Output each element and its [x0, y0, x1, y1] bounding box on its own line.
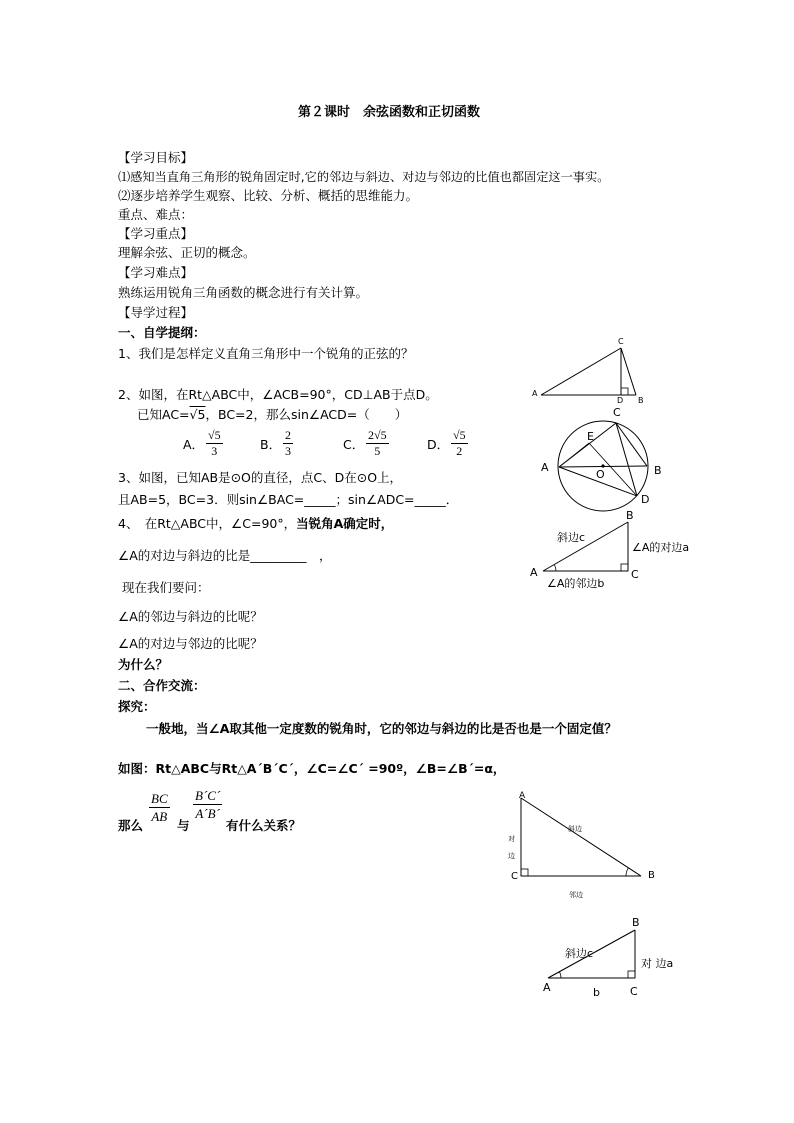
q4-emphasis: 当锐角A确定时， — [296, 516, 394, 531]
fig2-label-d: D — [641, 493, 650, 506]
question-4-line-3: 现在我们要问： — [122, 580, 210, 595]
fig1-label-a: A — [532, 389, 538, 398]
question-4-line-4: ∠A的邻边与斜边的比呢？ — [118, 609, 263, 624]
fig3-label-a: A — [530, 566, 538, 579]
fig5-label-a: A — [543, 981, 551, 994]
choice-d-numerator: √5 — [453, 428, 466, 442]
question-4-line-1 — [118, 516, 393, 532]
section-2-heading: 二、合作交流： — [118, 678, 206, 693]
fraction-1-numerator: BC — [151, 791, 168, 806]
choice-a-fraction — [206, 429, 223, 458]
question-3-line-2: 且AB=5，BC=3．则sin∠BAC=_____；sin∠ADC=_____． — [118, 492, 459, 507]
fig2-label-c: C — [613, 406, 621, 419]
fig4-label-c: C — [511, 871, 518, 882]
choice-a-denominator: 3 — [211, 444, 218, 458]
fig5-adjacent-label: b — [593, 986, 600, 999]
fig4-label-a: A — [519, 791, 526, 801]
q2-given-bc: ，BC=2，那么sin∠ACD=（ ） — [205, 407, 408, 422]
difficult-text: 熟练运用锐角三角函数的概念进行有关计算。 — [118, 285, 369, 300]
fig5-hypotenuse-label: 斜边c — [565, 947, 594, 960]
question-3-line-1: 3、如图，已知AB是⊙O的直径，点C、D在⊙O上， — [118, 470, 403, 485]
fig1-label-c: C — [618, 337, 624, 346]
fig4-label-b: B — [648, 870, 655, 881]
fig4-adjacent-label: 邻边 — [569, 891, 583, 899]
figure-labeled-triangle-1 — [527, 510, 707, 590]
question-4-line-5: ∠A的对边与邻边的比呢？ — [118, 636, 263, 651]
fraction-1-denominator: AB — [151, 809, 168, 824]
fig4-hypotenuse-label: 斜边 — [568, 825, 582, 833]
fraction-2-denominator: A´B´ — [195, 806, 220, 821]
objective-2: ⑵逐步培养学生观察、比较、分析、概括的思维能力。 — [118, 188, 419, 203]
figure-circle — [533, 402, 683, 507]
fig4-opposite-label-1: 对 — [508, 835, 515, 843]
fraction-bc-ab — [149, 791, 170, 824]
objective-1: ⑴感知当直角三角形的锐角固定时,它的邻边与斜边、对边与邻边的比值也都固定这一事实。 — [118, 170, 610, 184]
fig3-adjacent-label: ∠A的邻边b — [547, 577, 605, 590]
choice-a-numerator: √5 — [208, 428, 221, 442]
fig2-label-o: O — [596, 468, 605, 481]
fig1-label-b: B — [638, 396, 644, 405]
fig3-label-c: C — [631, 568, 639, 581]
fig1-label-d: D — [617, 396, 624, 405]
q2-given-ac: 已知AC= — [137, 407, 190, 422]
figure-labeled-triangle-3 — [538, 915, 708, 1005]
q4-intro: 4、 在Rt△ABC中，∠C=90°， — [118, 516, 297, 531]
question-4-line-2: ∠A的对边与斜边的比是_________ ， — [118, 548, 332, 563]
relation-question: 有什么关系？ — [226, 818, 302, 833]
figure-triangle-altitude — [528, 336, 668, 406]
fig3-hypotenuse-label: 斜边c — [557, 531, 586, 544]
choice-c-numerator: 2√5 — [368, 428, 387, 442]
process-heading: 【导学过程】 — [118, 305, 194, 320]
fig5-label-c: C — [630, 985, 638, 998]
why-question: 为什么？ — [118, 657, 169, 672]
choice-c-denominator: 5 — [374, 444, 381, 458]
fig2-label-b: B — [654, 464, 662, 477]
fig5-opposite-label: 对 边a — [641, 957, 674, 970]
fraction-bc-ab-prime — [193, 788, 222, 821]
objectives-heading: 【学习目标】 — [118, 150, 194, 165]
difficult-heading: 【学习难点】 — [118, 265, 194, 280]
explore-text: 一般地，当∠A取其他一定度数的锐角时，它的邻边与斜边的比是否也是一个固定值？ — [146, 721, 617, 736]
choice-b-label: B． — [260, 437, 282, 452]
question-2-line-1: 2、如图，在Rt△ABC中，∠ACB=90°，CD⊥AB于点D。 — [118, 387, 438, 402]
and-label: 与 — [177, 818, 190, 833]
fraction-2-numerator: B´C´ — [195, 788, 221, 803]
then-label: 那么 — [118, 818, 144, 833]
figure-labeled-triangle-2 — [505, 788, 665, 903]
sqrt-5-value: √5 — [189, 407, 206, 422]
fig4-opposite-label-2: 边 — [508, 852, 515, 860]
fig5-label-b: B — [632, 916, 640, 929]
question-1: 1、我们是怎样定义直角三角形中一个锐角的正弦的？ — [118, 346, 414, 361]
choice-b-denominator: 3 — [285, 444, 291, 458]
choice-b-fraction — [283, 429, 293, 458]
section-1-heading: 一、自学提纲： — [118, 325, 206, 340]
key-text: 理解余弦、正切的概念。 — [118, 245, 256, 260]
choice-b-numerator: 2 — [285, 428, 291, 442]
choice-c-label: C． — [343, 437, 365, 452]
question-2-line-2 — [137, 407, 407, 423]
choice-d-label: D． — [427, 437, 450, 452]
explore-label: 探究： — [118, 699, 156, 714]
fig3-opposite-label: ∠A的对边a — [632, 541, 690, 554]
choice-a-label: A． — [183, 437, 205, 452]
choice-d-denominator: 2 — [456, 444, 463, 458]
key-heading: 【学习重点】 — [118, 226, 194, 241]
fig3-label-b: B — [626, 509, 634, 522]
choice-c-fraction — [366, 429, 389, 458]
page-title: 第２课时 余弦函数和正切函数 — [298, 105, 481, 120]
fig2-label-a: A — [541, 461, 549, 474]
as-figure-text: 如图：Rt△ABC与Rt△A´B´C´，∠C=∠C´ =90º，∠B=∠B´=α， — [118, 761, 506, 776]
key-difficult-label: 重点、难点： — [118, 207, 194, 222]
choice-d-fraction — [451, 429, 468, 458]
fig2-label-e: E — [587, 430, 594, 443]
